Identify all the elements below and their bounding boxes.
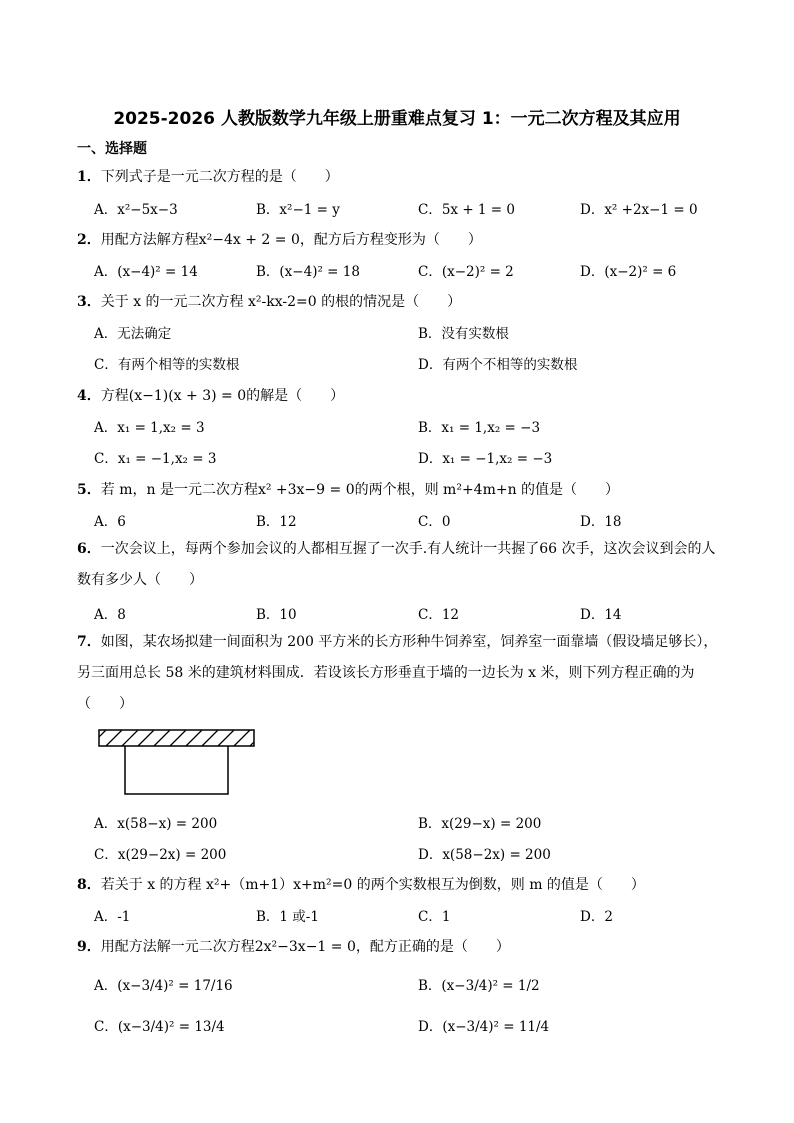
question-7 (77, 627, 727, 720)
question-4 (77, 385, 344, 405)
option-b: B．x²−1 = y (256, 202, 340, 218)
option-d: D．2 (580, 909, 613, 925)
option-c: C．(x−3/4)² = 13/4 (94, 1019, 225, 1035)
option-b: B．1 或-1 (256, 909, 319, 925)
option-d: D．x² +2x−1 = 0 (580, 202, 698, 218)
question-number: 2． (77, 232, 101, 248)
document-title: 2025-2026 人教版数学九年级上册重难点复习 1：一元二次方程及其应用 (113, 109, 681, 129)
enclosure (125, 746, 228, 794)
question-number: 9． (77, 939, 101, 955)
question-text: 若 m，n 是一元二次方程x² +3x−9 = 0的两个根，则 m²+4m+n 的值是（ ） (100, 482, 620, 498)
question-2 (77, 229, 482, 249)
option-d: D．x₁ = −1,x₂ = −3 (418, 451, 553, 467)
question-text: 用配方法解一元二次方程2x²−3x−1 = 0，配方正确的是（ ） (100, 939, 510, 955)
option-d: D．14 (580, 607, 622, 623)
question-number: 8． (77, 877, 101, 893)
option-a: A．(x−3/4)² = 17/16 (94, 978, 233, 994)
option-b: B．(x−3/4)² = 1/2 (418, 978, 540, 994)
option-c: C．x₁ = −1,x₂ = 3 (94, 451, 217, 467)
question-number: 7． (77, 634, 101, 650)
question-number: 6． (77, 541, 101, 557)
option-a: A．x₁ = 1,x₂ = 3 (94, 420, 205, 436)
option-b: B．12 (256, 514, 297, 530)
question-5 (77, 479, 619, 499)
question-number: 3． (77, 294, 101, 310)
question-number: 4． (77, 388, 101, 404)
option-a: A．-1 (94, 909, 131, 925)
question-text: 关于 x 的一元二次方程 x²-kx-2=0 的根的情况是（ ） (100, 294, 462, 310)
question-9 (77, 936, 510, 956)
option-c: C．(x−2)² = 2 (418, 264, 514, 280)
question-1 (77, 166, 339, 186)
question-3 (77, 291, 461, 311)
option-c: C．0 (418, 514, 451, 530)
option-d: D．18 (580, 514, 622, 530)
option-d: D．(x−3/4)² = 11/4 (418, 1019, 550, 1035)
question-text: 如图，某农场拟建一间面积为 200 平方米的长方形种牛饲养室，饲养室一面靠墙（假设墙足够长），另三面用总长 58 米的建筑材料围成．若设该长方形垂直于墙的一边长为 x 米，则下列方程正确的为（ ） (77, 634, 718, 712)
option-c: C．1 (418, 909, 451, 925)
option-c: C．x(29−2x) = 200 (94, 847, 227, 863)
section-heading: 一、选择题 (77, 141, 147, 157)
question-number: 5． (77, 482, 101, 498)
question-text: 用配方法解方程x²−4x + 2 = 0，配方后方程变形为（ ） (100, 232, 482, 248)
question-6 (77, 534, 727, 596)
option-a: A．8 (94, 607, 126, 623)
option-d: D．(x−2)² = 6 (580, 264, 677, 280)
enclosure-figure (98, 728, 258, 804)
option-b: B．(x−4)² = 18 (256, 264, 360, 280)
option-c: C．有两个相等的实数根 (94, 357, 240, 373)
option-a: A．x²−5x−3 (94, 202, 178, 218)
option-b: B．没有实数根 (418, 326, 509, 342)
wall-diagram (98, 728, 258, 800)
question-8 (77, 874, 645, 894)
option-b: B．x₁ = 1,x₂ = −3 (418, 420, 541, 436)
option-c: C．5x + 1 = 0 (418, 202, 515, 218)
option-b: B．x(29−x) = 200 (418, 816, 542, 832)
option-a: A．无法确定 (94, 326, 172, 342)
option-a: A．(x−4)² = 14 (94, 264, 198, 280)
question-text: 下列式子是一元二次方程的是（ ） (100, 169, 339, 185)
option-a: A．x(58−x) = 200 (94, 816, 218, 832)
option-a: A．6 (94, 514, 126, 530)
question-text: 一次会议上，每两个参加会议的人都相互握了一次手.有人统计一共握了66 次手，这次会议到会的人数有多少人（ ） (77, 541, 716, 588)
option-d: D．x(58−2x) = 200 (418, 847, 551, 863)
question-number: 1． (77, 169, 101, 185)
question-text: 方程(x−1)(x + 3) = 0的解是（ ） (100, 388, 345, 404)
question-text: 若关于 x 的方程 x²+（m+1）x+m²=0 的两个实数根互为倒数，则 m 的值是（ ） (100, 877, 645, 893)
option-d: D．有两个不相等的实数根 (418, 357, 578, 373)
option-c: C．12 (418, 607, 460, 623)
option-b: B．10 (256, 607, 297, 623)
